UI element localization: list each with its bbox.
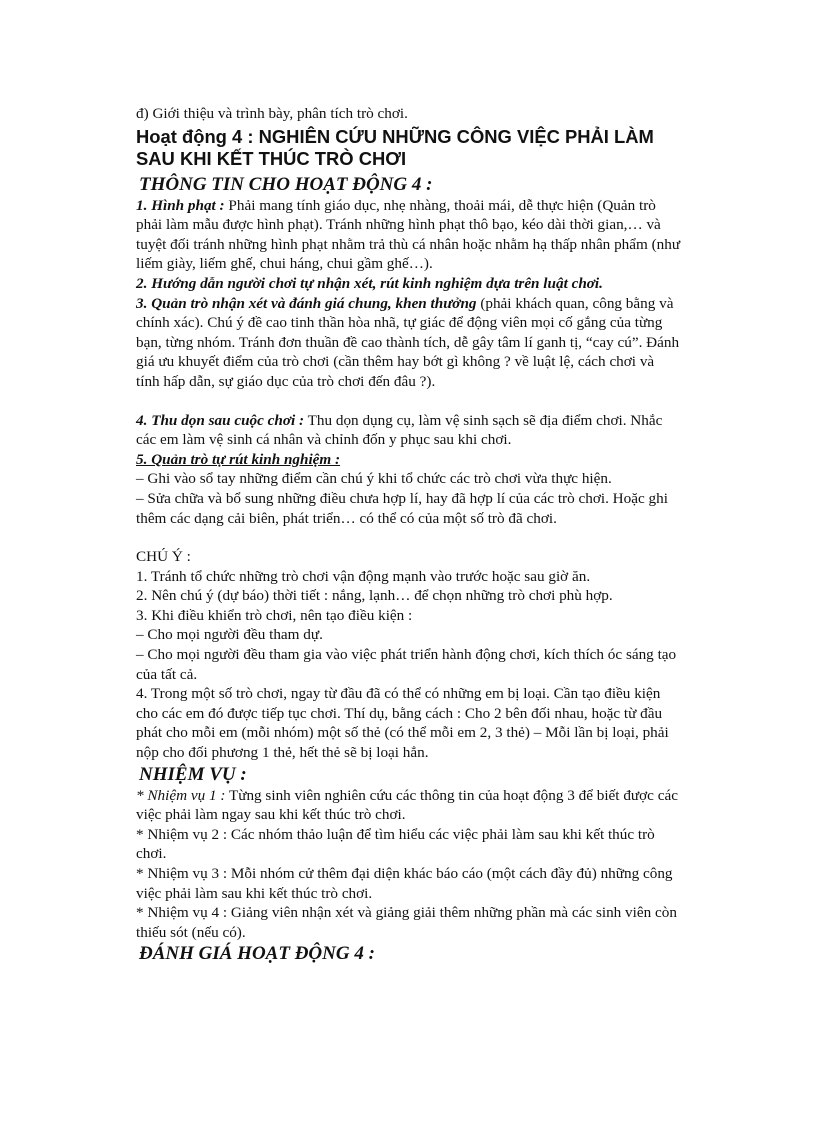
item-5-bullet-1: – Ghi vào sổ tay những điểm cần chú ý khi tổ chức các trò chơi vừa thực hiện. [136,470,612,488]
spacer [136,392,681,411]
intro-line: đ) Giới thiệu và trình bày, phân tích trò chơi. [136,105,408,122]
assessment-heading: ĐÁNH GIÁ HOẠT ĐỘNG 4 : [139,943,375,965]
task-3: * Nhiệm vụ 3 : Mỗi nhóm cử thêm đại diện khác báo cáo (một cách đầy đủ) những công việc phải làm sau khi kết thúc trò chơi. [136,865,673,902]
item-1-text: Phải mang tính giáo dục, nhẹ nhàng, thoải mái, dễ thực hiện (Quản trò phải làm mẫu được hình phạt). Tránh những hình phạt thô bạo, kéo dài thời gian,… và tuyệt đối tránh những hình phạt nhằm trả thù cá nhân hoặc nhằm hạ thấp nhân phẩm (như liếm giày, liếm ghế, chui háng, chui gầm ghế…). [136,196,681,273]
note-line-2: 2. Nên chú ý (dự báo) thời tiết : nắng, lạnh… để chọn những trò chơi phù hợp. [136,587,613,605]
note-title: CHÚ Ý : [136,548,191,566]
item-3-title: 3. Quản trò nhận xét và đánh giá chung, khen thưởng [136,294,477,312]
document-page [136,104,681,965]
item-2: 2. Hướng dẫn người chơi tự nhận xét, rút kinh nghiệm dựa trên luật chơi. [136,274,603,292]
item-4-title: 4. Thu dọn sau cuộc chơi : [136,411,305,429]
info-heading: THÔNG TIN CHO HOẠT ĐỘNG 4 : [139,173,433,195]
tasks-heading: NHIỆM VỤ : [139,763,247,785]
activity-heading: Hoạt động 4 : NGHIÊN CỨU NHỮNG CÔNG VIỆC PHẢI LÀM SAU KHI KẾT THÚC TRÒ CHƠI [136,125,654,169]
item-5-title: 5. Quản trò tự rút kinh nghiệm : [136,450,341,468]
item-3-text: (phải khách quan, công bằng và chính xác). Chú ý đề cao tinh thần hòa nhã, tự giác để động viên mọi cố gắng của từng bạn, từng nhóm. Tránh đơn thuần đề cao thành tích, dễ gây tâm lí ganh tị, “cay cú”. Đánh giá ưu khuyết điểm của trò chơi (cần thêm hay bớt gì không ? về luật lệ, cách chơi và tính hấp dẫn, sự giáo dục của trò chơi đến đâu ?). [136,294,680,390]
task-1-label: * Nhiệm vụ 1 : [136,786,226,804]
note-line-5: – Cho mọi người đều tham gia vào việc phát triển hành động chơi, kích thích óc sáng tạo của tất cả. [136,646,677,683]
item-1-title: 1. Hình phạt : [136,196,225,214]
note-line-1: 1. Tránh tổ chức những trò chơi vận động mạnh vào trước hoặc sau giờ ăn. [136,567,591,585]
task-2: * Nhiệm vụ 2 : Các nhóm thảo luận để tìm hiểu các việc phải làm sau khi kết thúc trò chơi. [136,825,655,863]
item-4 [136,411,681,450]
note-line-6: 4. Trong một số trò chơi, ngay từ đầu đã có thể có những em bị loại. Cần tạo điều kiện cho các em đó được tiếp tục chơi. Thí dụ, bằng cách : Cho 2 bên đối nhau, hoặc từ đầu phát cho mỗi em (mỗi nhóm) một số thẻ (có thể mỗi em 2, 3 thẻ) – Mỗi lần bị loại, phải nộp cho đối phương 1 thẻ, hết thẻ sẽ bị loại hẳn. [136,685,669,762]
spacer [136,528,681,547]
task-4: * Nhiệm vụ 4 : Giảng viên nhận xét và giảng giải thêm những phần mà các sinh viên còn thiếu sót (nếu có). [136,904,677,941]
item-4-text: Thu dọn dụng cụ, làm vệ sinh sạch sẽ địa điểm chơi. Nhắc các em làm vệ sinh cá nhân và chỉnh đốn y phục sau khi chơi. [136,411,663,449]
item-1 [136,196,681,274]
task-1 [136,786,681,825]
note-line-3: 3. Khi điều khiển trò chơi, nên tạo điều kiện : [136,606,413,624]
item-5-bullet-2: – Sửa chữa và bổ sung những điều chưa hợp lí, hay đã hợp lí của các trò chơi. Hoặc ghi thêm các dạng cải biên, phát triển… có thể có của một số trò đã chơi. [136,489,668,527]
note-line-4: – Cho mọi người đều tham dự. [136,626,323,644]
task-1-text: Từng sinh viên nghiên cứu các thông tin của hoạt động 3 để biết được các việc phải làm ngay sau khi kết thúc trò chơi. [136,786,678,824]
item-3 [136,294,681,392]
